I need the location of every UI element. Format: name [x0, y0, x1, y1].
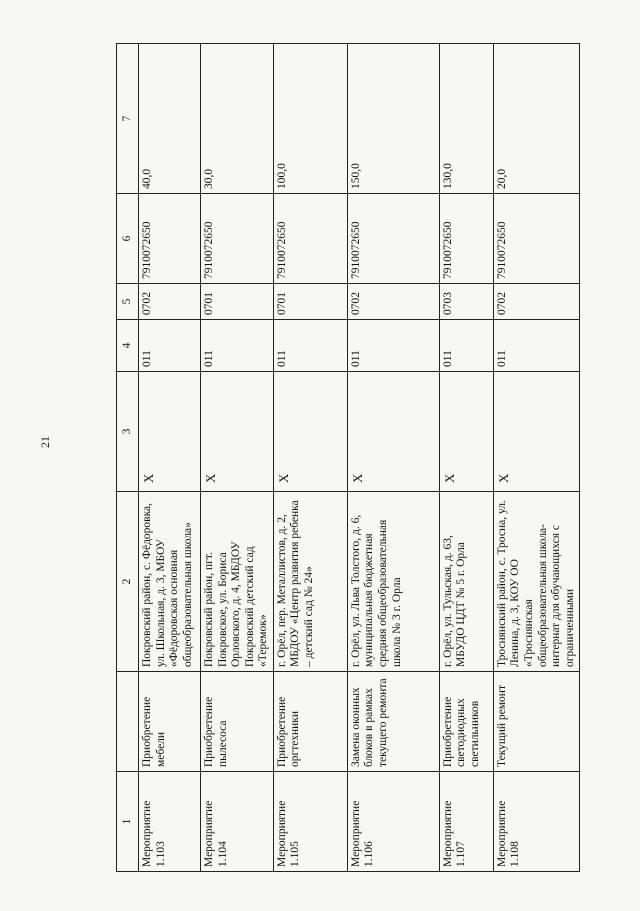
row-target-cell: 7910072650 — [493, 194, 579, 284]
row-name-cell: Замена оконных блоков в рамках текущего ремонта — [347, 672, 439, 772]
column-header: 7 — [117, 44, 139, 194]
row-target-cell: 7910072650 — [347, 194, 439, 284]
row-code-cell: 011 — [201, 320, 274, 372]
row-mark-cell: X — [439, 372, 493, 492]
row-code-cell: 011 — [439, 320, 493, 372]
row-id-cell: Мероприятие 1.108 — [493, 772, 579, 872]
row-section-cell: 0702 — [139, 284, 201, 320]
row-address-cell: г. Орёл, пер. Металлистов, д. 2, МБДОУ «Центр развития ребенка – детский сад № 24» — [273, 492, 347, 672]
row-amount-cell: 130,0 — [439, 44, 493, 194]
row-target-cell: 7910072650 — [201, 194, 274, 284]
row-mark-cell: X — [347, 372, 439, 492]
table-row — [139, 44, 201, 872]
column-header: 3 — [117, 372, 139, 492]
column-header: 2 — [117, 492, 139, 672]
row-amount-cell: 150,0 — [347, 44, 439, 194]
row-target-cell: 7910072650 — [439, 194, 493, 284]
row-id-cell: Мероприятие 1.107 — [439, 772, 493, 872]
row-code-cell: 011 — [139, 320, 201, 372]
row-section-cell: 0701 — [201, 284, 274, 320]
table-row — [439, 44, 493, 872]
column-header: 5 — [117, 284, 139, 320]
row-name-cell: Приобретение оргтехники — [273, 672, 347, 772]
row-id-cell: Мероприятие 1.106 — [347, 772, 439, 872]
row-target-cell: 7910072650 — [139, 194, 201, 284]
column-header: 4 — [117, 320, 139, 372]
row-target-cell: 7910072650 — [273, 194, 347, 284]
row-amount-cell: 40,0 — [139, 44, 201, 194]
row-amount-cell: 100,0 — [273, 44, 347, 194]
rotated-table-wrapper — [116, 44, 576, 872]
row-code-cell: 011 — [347, 320, 439, 372]
row-address-cell: Покровский район, пгт. Покровское, ул. Бориса Орловского, д. 4, МБДОУ Покровский детский сад «Теремок» — [201, 492, 274, 672]
data-table — [116, 43, 580, 872]
row-mark-cell: X — [201, 372, 274, 492]
page-number: 21 — [38, 436, 52, 448]
row-mark-cell: X — [273, 372, 347, 492]
table-row — [201, 44, 274, 872]
row-id-cell: Мероприятие 1.105 — [273, 772, 347, 872]
row-address-cell: Троснянский район, с. Тросна, ул. Ленина, д. 3, КОУ ОО «Троснянская общеобразовательная школа-интернат для обучающихся с ограниченными — [493, 492, 579, 672]
row-section-cell: 0702 — [493, 284, 579, 320]
row-address-cell: г. Орёл, ул. Тульская, д. 63, МБУДО ЦДТ № 5 г. Орла — [439, 492, 493, 672]
row-name-cell: Приобретение пылесоса — [201, 672, 274, 772]
row-section-cell: 0702 — [347, 284, 439, 320]
row-code-cell: 011 — [493, 320, 579, 372]
row-address-cell: Покровский район, с. Фёдоровка, ул. Школьная, д. 3, МБОУ «Фёдоровская основная общеобразовательная школа» — [139, 492, 201, 672]
row-mark-cell: X — [139, 372, 201, 492]
row-id-cell: Мероприятие 1.104 — [201, 772, 274, 872]
row-name-cell: Приобретение светодиодных светильников — [439, 672, 493, 772]
row-section-cell: 0703 — [439, 284, 493, 320]
header-row — [117, 44, 139, 872]
row-code-cell: 011 — [273, 320, 347, 372]
row-name-cell: Текущий ремонт — [493, 672, 579, 772]
row-id-cell: Мероприятие 1.103 — [139, 772, 201, 872]
column-header — [117, 672, 139, 772]
row-amount-cell: 20,0 — [493, 44, 579, 194]
row-section-cell: 0701 — [273, 284, 347, 320]
table-row — [493, 44, 579, 872]
column-header: 6 — [117, 194, 139, 284]
row-mark-cell: X — [493, 372, 579, 492]
row-amount-cell: 30,0 — [201, 44, 274, 194]
column-header: 1 — [117, 772, 139, 872]
table-row — [347, 44, 439, 872]
table-row — [273, 44, 347, 872]
row-name-cell: Приобретение мебели — [139, 672, 201, 772]
row-address-cell: г. Орёл, ул. Льва Толстого, д. 6, муниципальная бюджетная средняя общеобразовательная школа № 3 г. Орла — [347, 492, 439, 672]
